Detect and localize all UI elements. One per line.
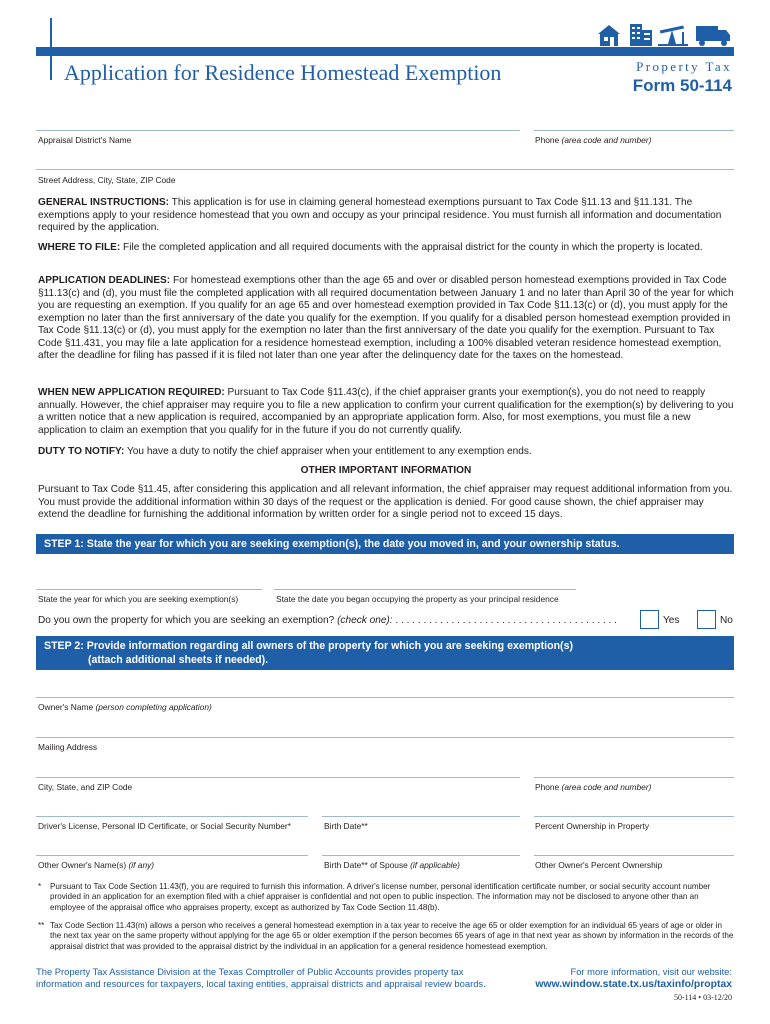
- footer-ptad-info: The Property Tax Assistance Division at the Texas Comptroller of Public Accounts provides property tax information and resources for taxpayers, local taxing entities, appraisal districts and appraisal review boards.: [36, 966, 486, 989]
- spouse-birth-date-field[interactable]: [322, 855, 520, 856]
- spouse-birth-date-label: Birth Date** of Spouse (if applicable): [324, 860, 460, 870]
- mailing-address-label: Mailing Address: [38, 742, 98, 752]
- percent-ownership-field[interactable]: [534, 816, 734, 817]
- other-owner-percent-field[interactable]: [534, 855, 734, 856]
- owner-phone-label: Phone (area code and number): [535, 782, 652, 792]
- street-address-field[interactable]: [36, 169, 734, 170]
- other-owner-percent-label: Other Owner's Percent Ownership: [535, 860, 663, 870]
- appraisal-district-name-field[interactable]: [36, 130, 520, 131]
- general-instructions: GENERAL INSTRUCTIONS: This application is for use in claiming general homestead exemptions pursuant to Tax Code §11.13 and §11.131. The exemptions apply to your residence homestead that you own and occupy as your principal residence. You must furnish all information and documentation required by the application.: [38, 197, 722, 234]
- truck-icon: [696, 26, 730, 46]
- license-id-field[interactable]: [36, 816, 308, 817]
- ownership-no-label: No: [720, 615, 733, 626]
- step1-heading: STEP 1: State the year for which you are seeking exemption(s), the date you moved in, and your ownership status.: [36, 534, 734, 554]
- street-address-label: Street Address, City, State, ZIP Code: [38, 175, 176, 185]
- house-icon: [598, 25, 620, 46]
- category-label: Property Tax: [636, 59, 732, 74]
- district-phone-label: Phone (area code and number): [535, 135, 652, 145]
- owner-name-label: Owner's Name (person completing application): [38, 702, 212, 712]
- exemption-year-label: State the year for which you are seeking exemption(s): [38, 594, 239, 604]
- percent-ownership-label: Percent Ownership in Property: [535, 821, 650, 831]
- occupancy-date-label: State the date you began occupying the property as your principal residence: [276, 594, 559, 604]
- oil-pump-icon: [658, 26, 688, 46]
- occupancy-date-field[interactable]: [274, 589, 576, 590]
- district-phone-field[interactable]: [534, 130, 734, 131]
- revision-code: 50-114 • 03-12/20: [673, 993, 732, 1002]
- footer-website: For more information, visit our website: www.window.state.tx.us/taxinfo/proptax: [535, 966, 732, 990]
- owner-name-field[interactable]: [36, 697, 734, 698]
- ownership-question: Do you own the property for which you are seeking an exemption? (check one): . . . . . . . . . . . . . . . . . . . . . . . . . . . . . . . . . . . . . . . .: [38, 615, 617, 626]
- application-deadlines: APPLICATION DEADLINES: For homestead exemptions other than the age 65 and over or disabled person homestead exemptions provided in Tax Code §11.13(c) and (d), you must file the completed application with all required documentation between January 1 and no later than April 30 of the year for which you are requesting an exemption. If you qualify for an age 65 and over homestead exemption provided in Tax Code §11.13(c) or (d), you must apply for the exemption no later than the first anniversary of the date you qualify for the exemption. If you qualify for a disabled person homestead exemption provided in Tax Code §11.13(c) or (d), you must apply for the exemption no later than the first anniversary of the date you qualify for the exemption. Pursuant to Tax Code §11.431, you may file a late application for a residence homestead exemption, including a 100% disabled veteran residence homestead exemption, after the deadline for filing has passed if it is filed not later than one year after the delinquency date for the taxes on the homestead.: [38, 275, 734, 362]
- owner-phone-field[interactable]: [534, 777, 734, 778]
- ownership-yes-label: Yes: [663, 615, 680, 626]
- ownership-yes-checkbox[interactable]: [640, 610, 659, 629]
- city-state-zip-label: City, State, and ZIP Code: [38, 782, 133, 792]
- header-blue-rule: [36, 47, 734, 56]
- step2-heading: STEP 2: Provide information regarding all owners of the property for which you are seeking exemption(s) (attach additional sheets if needed).: [36, 636, 734, 670]
- duty-to-notify: DUTY TO NOTIFY: You have a duty to notify the chief appraiser when your entitlement to any exemption ends.: [38, 446, 532, 457]
- license-id-label: Driver's License, Personal ID Certificate, or Social Security Number*: [38, 821, 291, 831]
- city-state-zip-field[interactable]: [36, 777, 520, 778]
- other-owner-names-field[interactable]: [36, 855, 308, 856]
- footnote-single-asterisk: * Pursuant to Tax Code Section 11.43(f), you are required to furnish this information. A driver's license number, personal identification certificate number, or social security account number provided in an application for an exemption filed with a chief appraiser is confidential and not open to public inspection. The information may not be disclosed to anyone other than an employee of the appraisal office who appraises property, except as authorized by Tax Code Section 11.48(b).: [38, 882, 711, 912]
- website-link[interactable]: www.window.state.tx.us/taxinfo/proptax: [535, 979, 732, 990]
- mailing-address-field[interactable]: [36, 737, 734, 738]
- form-title: Application for Residence Homestead Exemption: [64, 60, 502, 85]
- other-owner-names-label: Other Owner's Name(s) (if any): [38, 860, 155, 870]
- where-to-file: WHERE TO FILE: File the completed application and all required documents with the appraisal district for the county in which the property is located.: [38, 242, 703, 253]
- appraisal-district-name-label: Appraisal District's Name: [38, 135, 132, 145]
- exemption-year-field[interactable]: [36, 589, 262, 590]
- ownership-no-checkbox[interactable]: [697, 610, 716, 629]
- new-application-required: WHEN NEW APPLICATION REQUIRED: Pursuant to Tax Code §11.43(c), if the chief appraiser grants your exemption(s), you do not need to reapply annually. However, the chief appraiser may require you to file a new application to confirm your current qualification for the exemption(s) by delivering to you a written notice that a new application is required, accompanied by an appropriate application form. Also, for most exemptions, you must file a new application to claim an exemption that you qualify for in the future if you do not currently qualify.: [38, 387, 734, 436]
- form-number: Form 50-114: [632, 76, 732, 95]
- other-info-heading: OTHER IMPORTANT INFORMATION: [300, 465, 472, 476]
- birth-date-field[interactable]: [322, 816, 520, 817]
- other-info-body: Pursuant to Tax Code §11.45, after considering this application and all relevant information, the chief appraiser may request additional information from you. You must provide the additional information within 30 days of the request or the application is denied. For good cause shown, the chief appraiser may extend the deadline for furnishing the additional information by written order for a single period not to exceed 15 days.: [38, 484, 733, 521]
- header-icons: [596, 20, 732, 47]
- office-building-icon: [630, 24, 652, 46]
- birth-date-label: Birth Date**: [324, 821, 368, 831]
- footnote-double-asterisk: ** Tax Code Section 11.43(m) allows a person who receives a general homestead exemption in a tax year to receive the age 65 or older exemption for an individual 65 years of age or older in the next tax year on the same property without applying for the age 65 or older exemption if the person becomes 65 years of age in that next year as shown by information in the records of the appraisal district that was provided to the appraisal district by the individual in an application for a general residence homestead exemption.: [38, 921, 734, 951]
